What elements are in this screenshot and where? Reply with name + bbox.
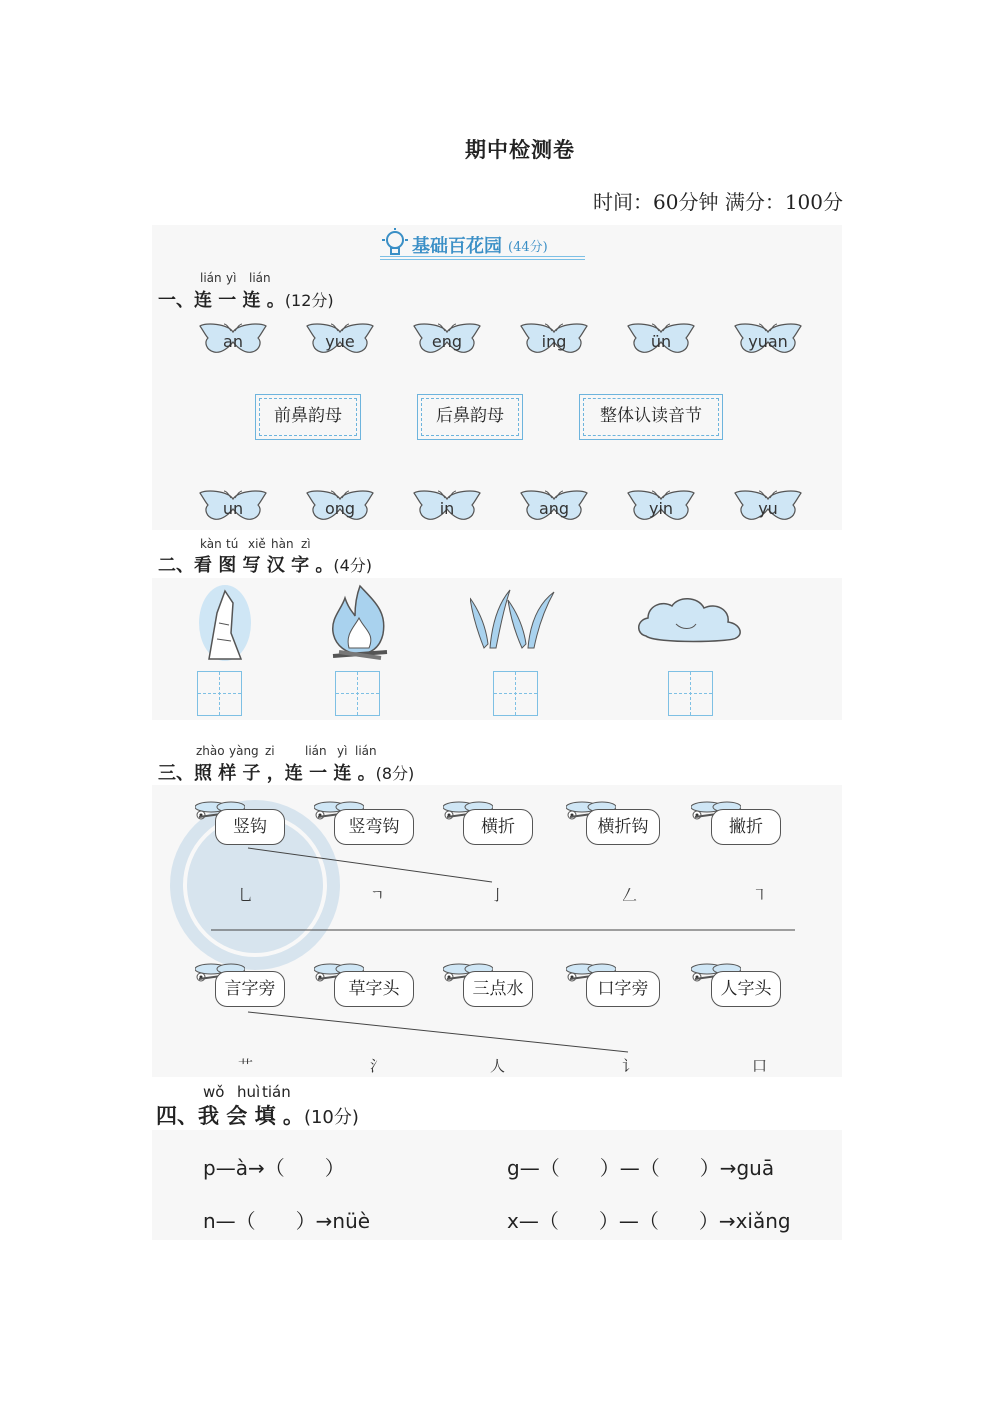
- grass-icon: [470, 588, 565, 650]
- writing-grid[interactable]: [668, 671, 713, 716]
- stroke-glyph[interactable]: 乚: [238, 886, 254, 904]
- butterfly-label: in: [439, 499, 455, 518]
- butterfly-label: ing: [541, 332, 567, 351]
- pinyin: yì: [226, 271, 237, 285]
- question-3-title: [158, 759, 414, 785]
- stroke-glyph[interactable]: 讠: [622, 1057, 638, 1075]
- stroke-glyph[interactable]: 氵: [370, 1057, 386, 1075]
- category-box[interactable]: 前鼻韵母: [259, 398, 357, 436]
- butterfly-label: un: [222, 499, 244, 518]
- writing-grid[interactable]: [493, 671, 538, 716]
- butterfly-card[interactable]: [626, 489, 696, 523]
- butterfly-card[interactable]: [412, 489, 482, 523]
- pinyin: kàn: [200, 537, 222, 551]
- butterfly-card[interactable]: [733, 489, 803, 523]
- pinyin: yàng: [229, 744, 259, 758]
- cloud-icon: [636, 594, 748, 650]
- pinyin: lián: [355, 744, 377, 758]
- pinyin: wǒ: [203, 1083, 225, 1101]
- pinyin: yì: [337, 744, 348, 758]
- section-banner: [380, 228, 590, 262]
- stroke-glyph[interactable]: 艹: [238, 1057, 254, 1075]
- pinyin: lián: [200, 271, 222, 285]
- stroke-tag[interactable]: 竖弯钩: [334, 809, 414, 845]
- pinyin: zì: [301, 537, 311, 551]
- pinyin: huì: [237, 1083, 261, 1101]
- question-title-text: 四、我 会 填 。: [156, 1104, 304, 1128]
- fire-icon: [325, 582, 395, 662]
- question-4-title: [156, 1100, 359, 1130]
- fill-item[interactable]: g—（ ）—（ ）→guā: [507, 1156, 775, 1180]
- banner-label: 基础百花园: [412, 236, 502, 257]
- category-box[interactable]: 整体认读音节: [583, 398, 719, 436]
- stroke-tag[interactable]: 口字旁: [586, 971, 660, 1007]
- butterfly-label: ong: [324, 499, 356, 518]
- pinyin: lián: [249, 271, 271, 285]
- butterfly-card[interactable]: [305, 322, 375, 356]
- banner-score: (44分): [508, 240, 548, 255]
- stroke-tag[interactable]: 言字旁: [215, 971, 285, 1007]
- butterfly-label: yin: [648, 499, 674, 518]
- stroke-glyph[interactable]: 人: [490, 1057, 506, 1075]
- pinyin: tián: [262, 1083, 291, 1101]
- pinyin: lián: [305, 744, 327, 758]
- question-title-text: 一、连 一 连 。: [158, 290, 285, 311]
- question-2-title: [158, 551, 372, 577]
- fill-item[interactable]: n—（ ）→nüè: [203, 1209, 371, 1233]
- butterfly-card[interactable]: [519, 489, 589, 523]
- stroke-tag[interactable]: 横折钩: [586, 809, 660, 845]
- butterfly-card[interactable]: [519, 322, 589, 356]
- stroke-tag[interactable]: 横折: [463, 809, 533, 845]
- pinyin: zi: [265, 744, 275, 758]
- butterfly-label: yu: [758, 499, 778, 518]
- pinyin: hàn: [271, 537, 294, 551]
- butterfly-card[interactable]: [198, 489, 268, 523]
- fill-item[interactable]: x—（ ）—（ ）→xiǎng: [507, 1209, 791, 1233]
- mountain-icon: [195, 583, 255, 663]
- question-title-text: 二、看 图 写 汉 字 。: [158, 555, 334, 576]
- question-score: (8分): [375, 764, 415, 783]
- question-1-title: [158, 286, 334, 312]
- stroke-tag[interactable]: 撇折: [711, 809, 781, 845]
- stroke-tag[interactable]: 人字头: [711, 971, 781, 1007]
- banner-underline: [380, 256, 585, 260]
- page-title: 期中检测卷: [465, 137, 575, 162]
- stroke-glyph[interactable]: 𠃋: [622, 886, 638, 904]
- pinyin: zhào: [196, 744, 225, 758]
- fill-item[interactable]: p—à→（ ）: [203, 1156, 345, 1180]
- writing-grid[interactable]: [197, 671, 242, 716]
- category-box[interactable]: 后鼻韵母: [421, 398, 519, 436]
- butterfly-label: yue: [325, 332, 355, 351]
- stroke-glyph[interactable]: 亅: [490, 886, 506, 904]
- butterfly-label: ün: [650, 332, 672, 351]
- pinyin: tú: [226, 537, 239, 551]
- butterfly-card[interactable]: [198, 322, 268, 356]
- stroke-tag[interactable]: 三点水: [463, 971, 533, 1007]
- butterfly-label: eng: [431, 332, 463, 351]
- butterfly-card[interactable]: [305, 489, 375, 523]
- writing-grid[interactable]: [335, 671, 380, 716]
- question-score: (10分): [303, 1107, 359, 1128]
- question-score: (4分): [333, 556, 373, 575]
- butterfly-card[interactable]: [626, 322, 696, 356]
- stroke-tag[interactable]: 草字头: [334, 971, 414, 1007]
- butterfly-card[interactable]: [412, 322, 482, 356]
- stroke-tag[interactable]: 竖钩: [215, 809, 285, 845]
- question-score: (12分): [284, 291, 334, 310]
- question-title-text: 三、照 样 子 ，连 一 连 。: [158, 763, 376, 784]
- pinyin: xiě: [248, 537, 266, 551]
- butterfly-label: an: [223, 332, 243, 351]
- stroke-glyph[interactable]: 口: [752, 1057, 768, 1075]
- butterfly-label: yuan: [748, 332, 788, 351]
- stroke-glyph[interactable]: ㇕: [752, 886, 768, 904]
- butterfly-card[interactable]: [733, 322, 803, 356]
- exam-meta: 时间：60分钟 满分：100分: [593, 190, 843, 214]
- stroke-glyph[interactable]: ㄱ: [370, 886, 385, 904]
- butterfly-label: ang: [538, 499, 570, 518]
